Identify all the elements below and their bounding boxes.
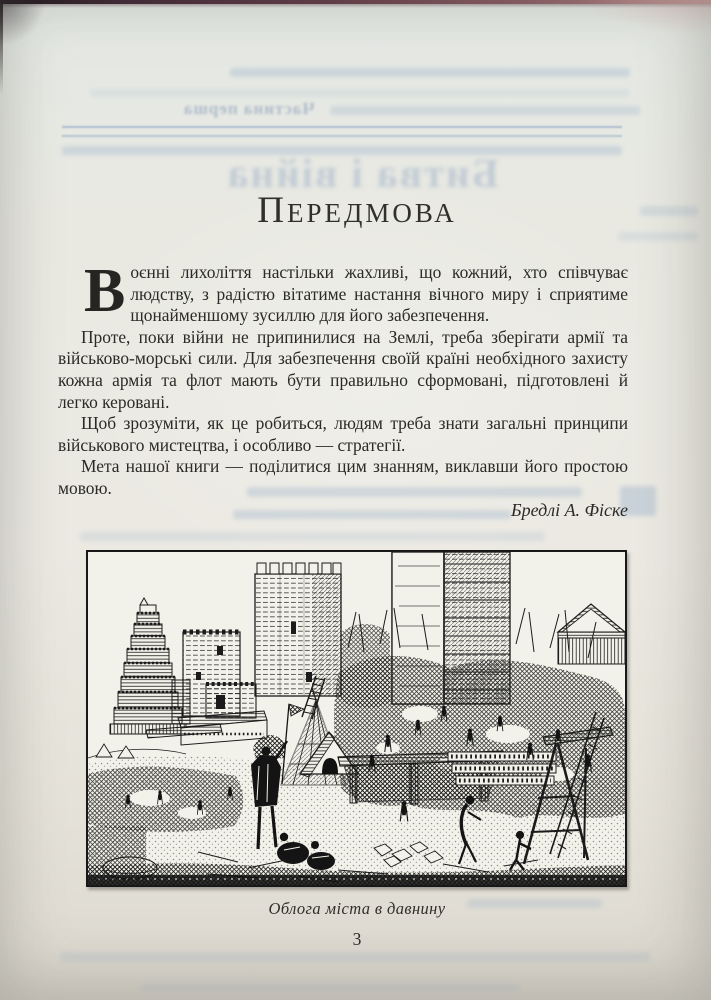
author-signature: Бредлі А. Фіске bbox=[510, 500, 628, 520]
page-title-rest: ЕРЕДМОВА bbox=[287, 198, 457, 228]
bleed-through-line bbox=[330, 106, 640, 115]
photo-corner-shadow bbox=[0, 0, 50, 50]
paragraph-1-text: оєнні лихоліття настільки жахливі, що кожний, хто співчуває людству, з радістю вітатиме настання вічного миру і сприятиме щонайменшому зусиллю для його забезпечення. bbox=[130, 262, 628, 326]
photo-corner-highlight bbox=[581, 0, 711, 36]
page-number: 3 bbox=[352, 929, 362, 949]
paragraph-2: Проте, поки війни не припинилися на Землі, треба зберігати армії та військово-морські сили. Для забезпечення своїй країні необхідного захисту кожна армія та флот мають бути правильно сформовані, підготовлені й легко керовані. bbox=[58, 326, 628, 412]
siege-illustration-frame bbox=[86, 550, 627, 887]
paragraph-3: Щоб зрозуміти, як це робиться, людям треба знати загальні принципи військового мистецтва, і особливо — стратегії. bbox=[58, 413, 628, 455]
bleed-through-rule bbox=[62, 126, 622, 137]
page-title-initial: П bbox=[257, 190, 287, 231]
paragraph-4: Мета нашої книги — поділитися цим знанням, виклавши його простою мовою. bbox=[58, 456, 628, 498]
siege-engraving bbox=[88, 552, 625, 885]
page-title bbox=[87, 190, 627, 231]
bleed-through-line bbox=[618, 232, 698, 241]
bleed-through-line bbox=[230, 68, 630, 77]
illustration-caption: Облога міста в давнину bbox=[268, 899, 446, 918]
bleed-through-line bbox=[140, 983, 520, 991]
bleed-through-part-label: Частина перша bbox=[183, 99, 315, 118]
bleed-through-line bbox=[60, 952, 650, 962]
bleed-through-line bbox=[80, 532, 545, 541]
bleed-through-line bbox=[90, 89, 630, 97]
preface-text bbox=[58, 257, 628, 500]
drop-cap: В bbox=[84, 257, 126, 325]
bleed-through-part-title: Битва і війна bbox=[226, 150, 499, 196]
bleed-through-line bbox=[640, 206, 698, 216]
bleed-through-line bbox=[62, 146, 622, 155]
paragraph-1 bbox=[58, 257, 628, 327]
